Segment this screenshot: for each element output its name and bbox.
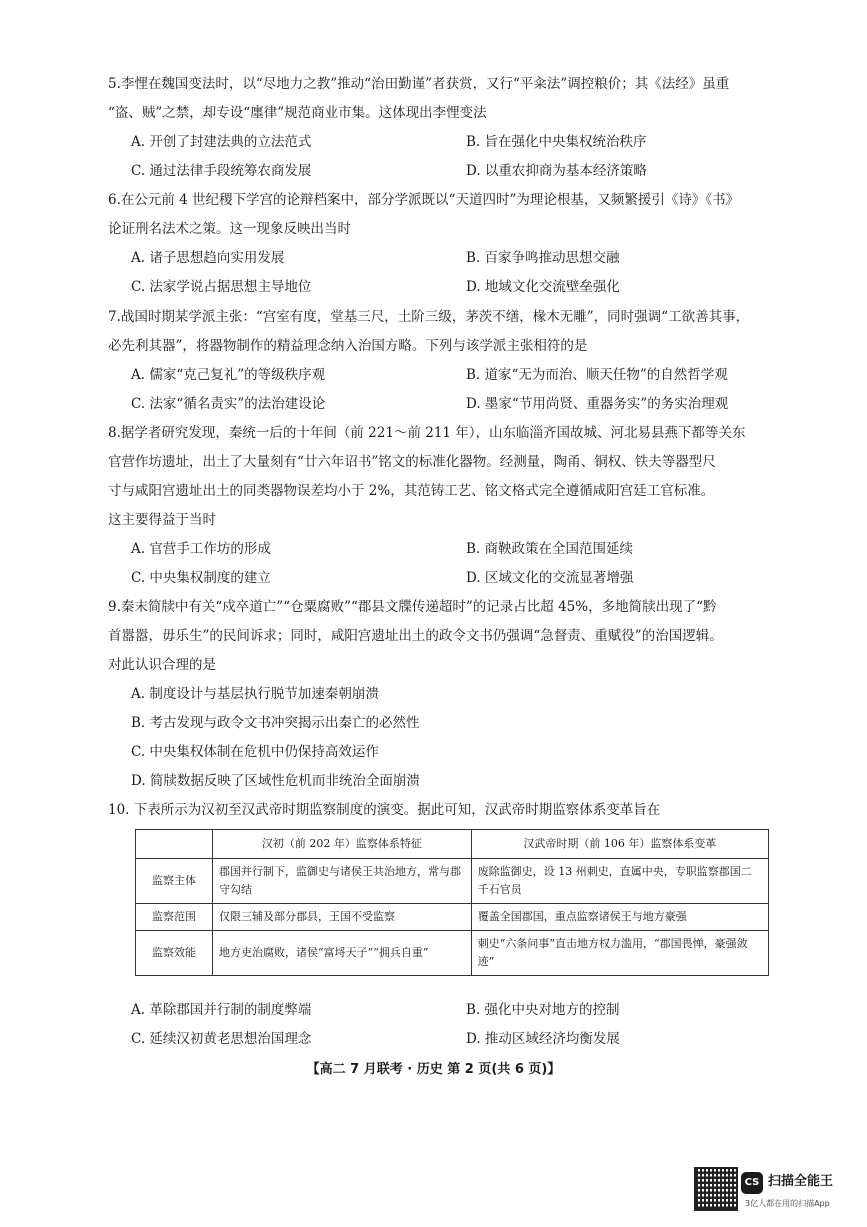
question-stem: 7.战国时期某学派主张：“宫室有度，堂基三尺，土阶三级，茅茨不缮，椽木无雕”，同时强调“工欲善其事，: [108, 309, 750, 325]
option-d: D. 地域文化交流壁垒强化: [466, 279, 620, 295]
table-row-header: 监察范围: [136, 904, 213, 931]
table-cell: 废除监御史，设 13 州刺史，直属中央，专职监察郡国二千石官员: [471, 859, 768, 904]
question-stem: 9.秦末简牍中有关“戍卒道亡”“仓粟腐败”“郡县文牒传递超时”的记录占比超 45%，多地简牍出现了“黔: [108, 599, 717, 615]
option-a: A. 官营手工作坊的形成: [131, 541, 271, 557]
option-b: B. 商鞅政策在全国范围延续: [466, 541, 634, 557]
table-header-cell: [136, 830, 213, 859]
option-c: C. 中央集权制度的建立: [131, 570, 271, 586]
option-b: B. 道家“无为而治、顺天任物”的自然哲学观: [466, 367, 728, 383]
option-a: A. 革除郡国并行制的制度弊端: [131, 1002, 312, 1018]
qr-code-icon: [694, 1167, 738, 1211]
option-d: D. 墨家“节用尚贤、重器务实”的务实治理观: [466, 396, 729, 412]
option-c: C. 通过法律手段统筹农商发展: [131, 163, 312, 179]
option-d: D. 简牍数据反映了区域性危机而非统治全面崩溃: [131, 773, 420, 789]
option-b: B. 考古发现与政令文书冲突揭示出秦亡的必然性: [131, 715, 420, 731]
table-cell: 地方吏治腐败，诸侯“富埒天子”“拥兵自重”: [213, 931, 472, 976]
option-a: A. 制度设计与基层执行脱节加速秦朝崩溃: [131, 686, 379, 702]
table-cell: 郡国并行制下，监御史与诸侯王共治地方，常与郡守勾结: [213, 859, 472, 904]
question-stem: 论证刑名法术之策。这一现象反映出当时: [108, 221, 351, 237]
table-row: [136, 931, 769, 976]
camscanner-logo-icon: CS: [741, 1172, 763, 1194]
table-cell: 刺史“六条问事”直击地方权力滥用，“郡国畏惮，豪强敛迹”: [471, 931, 768, 976]
brand-name: 扫描全能王: [768, 1174, 834, 1189]
brand-tagline: 3亿人都在用的扫描App: [745, 1199, 830, 1208]
option-a: A. 诸子思想趋向实用发展: [131, 250, 285, 266]
question-stem: 对此认识合理的是: [108, 657, 216, 673]
table-row-header: 监察主体: [136, 859, 213, 904]
supervision-table: [135, 829, 769, 976]
question-stem: 5.李悝在魏国变法时，以“尽地力之教”推动“治田勤谨”者获赏，又行“平籴法”调控粮价；其《法经》虽重: [108, 76, 730, 92]
page-footer: 【高二 7 月联考 · 历史 第 2 页(共 6 页)】: [306, 1062, 561, 1077]
question-stem: 必先利其器”，将器物制作的精益理念纳入治国方略。下列与该学派主张相符的是: [108, 338, 588, 354]
question-stem: 官营作坊遗址，出土了大量刻有“廿六年诏书”铭文的标准化器物。经测量，陶甬、铜权、铁夫等器型尺: [108, 454, 716, 470]
table-header-cell: 汉武帝时期（前 106 年）监察体系变革: [471, 830, 768, 859]
table-row-header: 监察效能: [136, 931, 213, 976]
option-d: D. 以重农抑商为基本经济策略: [466, 163, 647, 179]
option-b: B. 强化中央对地方的控制: [466, 1002, 620, 1018]
option-b: B. 百家争鸣推动思想交融: [466, 250, 620, 266]
table-cell: 覆盖全国郡国，重点监察诸侯王与地方豪强: [471, 904, 768, 931]
option-c: C. 中央集权体制在危机中仍保持高效运作: [131, 744, 379, 760]
question-stem: 首嚣嚣，毋乐生”的民间诉求；同时，咸阳宫遗址出土的政令文书仍强调“急督责、重赋役”的治国逻辑。: [108, 628, 723, 644]
option-c: C. 法家学说占据思想主导地位: [131, 279, 312, 295]
table-header-cell: 汉初（前 202 年）监察体系特征: [213, 830, 472, 859]
option-a: A. 儒家“克己复礼”的等级秩序观: [131, 367, 326, 383]
question-stem: 8.据学者研究发现，秦统一后的十年间（前 221～前 211 年），山东临淄齐国故城、河北易县燕下都等关东: [108, 425, 746, 441]
option-c: C. 法家“循名责实”的法治建设论: [131, 396, 326, 412]
question-stem: “盗、贼”之禁，却专设“廛律”规范商业市集。这体现出李悝变法: [108, 105, 487, 121]
question-stem: 6.在公元前 4 世纪稷下学宫的论辩档案中，部分学派既以“天道四时”为理论根基，又频繁援引《诗》《书》: [108, 192, 740, 208]
option-b: B. 旨在强化中央集权统治秩序: [466, 134, 647, 150]
table-row: [136, 859, 769, 904]
question-stem: 寸与咸阳宫遗址出土的同类器物误差均小于 2%，其范铸工艺、铭文格式完全遵循咸阳宫廷工官标准。: [108, 483, 715, 499]
table-row: [136, 904, 769, 931]
option-d: D. 推动区域经济均衡发展: [466, 1031, 620, 1047]
option-d: D. 区域文化的交流显著增强: [466, 570, 634, 586]
table-cell: 仅限三辅及部分郡县，王国不受监察: [213, 904, 472, 931]
option-c: C. 延续汉初黄老思想治国理念: [131, 1031, 312, 1047]
option-a: A. 开创了封建法典的立法范式: [131, 134, 312, 150]
question-stem: 10. 下表所示为汉初至汉武帝时期监察制度的演变。据此可知，汉武帝时期监察体系变革旨在: [108, 802, 661, 818]
table-header-row: [136, 830, 769, 859]
question-stem: 这主要得益于当时: [108, 512, 216, 528]
